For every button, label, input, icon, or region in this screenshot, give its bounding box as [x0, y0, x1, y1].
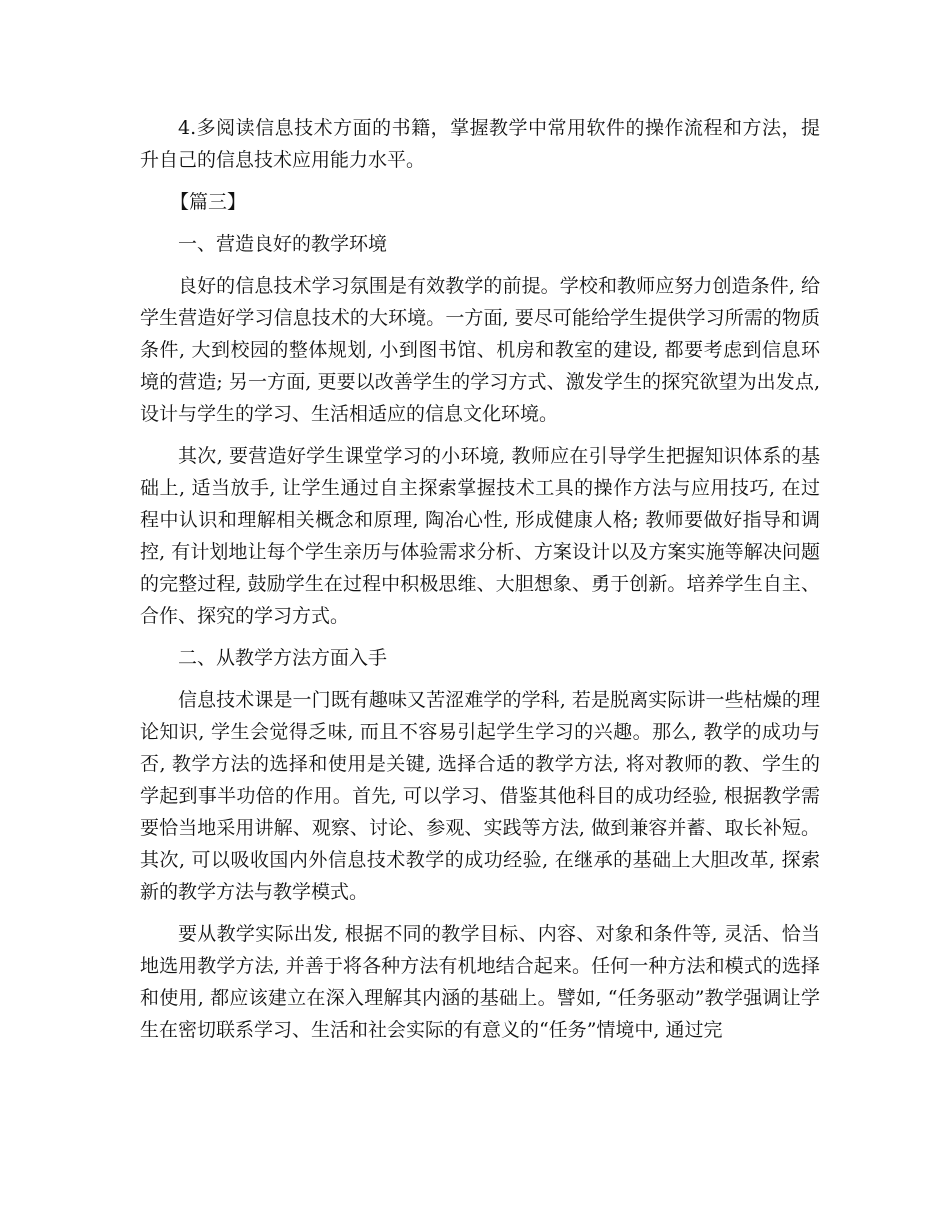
- document-page: [140, 112, 820, 1056]
- heading-teaching-environment: 一、营造良好的教学环境: [178, 233, 388, 255]
- paragraph-learning-atmosphere: 良好的信息技术学习氛围是有效教学的前提。学校和教师应努力创造条件, 给学生营造好学习信息技术的大环境。一方面, 要尽可能给学生提供学习所需的物质条件, 大到校园的整体规划, 小到图书馆、机房和教室的建设, 都要考虑到信息环境的营造; 另一方面, 更要以改善学生的学习方式、激发学生的探究欲望为出发点, 设计与学生的学习、生活相适应的信息文化环境。: [140, 275, 820, 425]
- paragraph-classroom-environment: 其次, 要营造好学生课堂学习的小环境, 教师应在引导学生把握知识体系的基础上, 适当放手, 让学生通过自主探索掌握技术工具的操作方法与应用技巧, 在过程中认识和理解相关概念和原理, 陶冶心性, 形成健康人格; 教师要做好指导和调控, 有计划地让每个学生亲历与体验需求分析、方案设计以及方案实施等解决问题的完整过程, 鼓励学生在过程中积极思维、大胆想象、勇于创新。培养学生自主、合作、探究的学习方式。: [140, 445, 820, 627]
- heading-teaching-methods: 二、从教学方法方面入手: [178, 647, 388, 669]
- section-marker: 【篇三】: [170, 191, 247, 213]
- paragraph-method-application: 要从教学实际出发, 根据不同的教学目标、内容、对象和条件等, 灵活、恰当地选用教学方法, 并善于将各种方法有机地结合起来。任何一种方法和模式的选择和使用, 都应该建立在深入理解其内涵的基础上。譬如, “任务驱动”教学强调让学生在密切联系学习、生活和社会实际的有意义的“任务”情境中, 通过完: [140, 923, 820, 1041]
- paragraph-method-selection: 信息技术课是一门既有趣味又苦涩难学的学科, 若是脱离实际讲一些枯燥的理论知识, 学生会觉得乏味, 而且不容易引起学生学习的兴趣。那么, 教学的成功与否, 教学方法的选择和使用是关键, 选择合适的教学方法, 将对教师的教、学生的学起到事半功倍的作用。首先, 可以学习、借鉴其他科目的成功经验, 根据教学需要恰当地采用讲解、观察、讨论、参观、实践等方法, 做到兼容并蓄、取长补短。其次, 可以吸收国内外信息技术教学的成功经验, 在继承的基础上大胆改革, 探索新的教学方法与教学模式。: [140, 689, 820, 903]
- paragraph-reading-advice: 4.多阅读信息技术方面的书籍，掌握教学中常用软件的操作流程和方法，提升自己的信息技术应用能力水平。: [140, 117, 820, 171]
